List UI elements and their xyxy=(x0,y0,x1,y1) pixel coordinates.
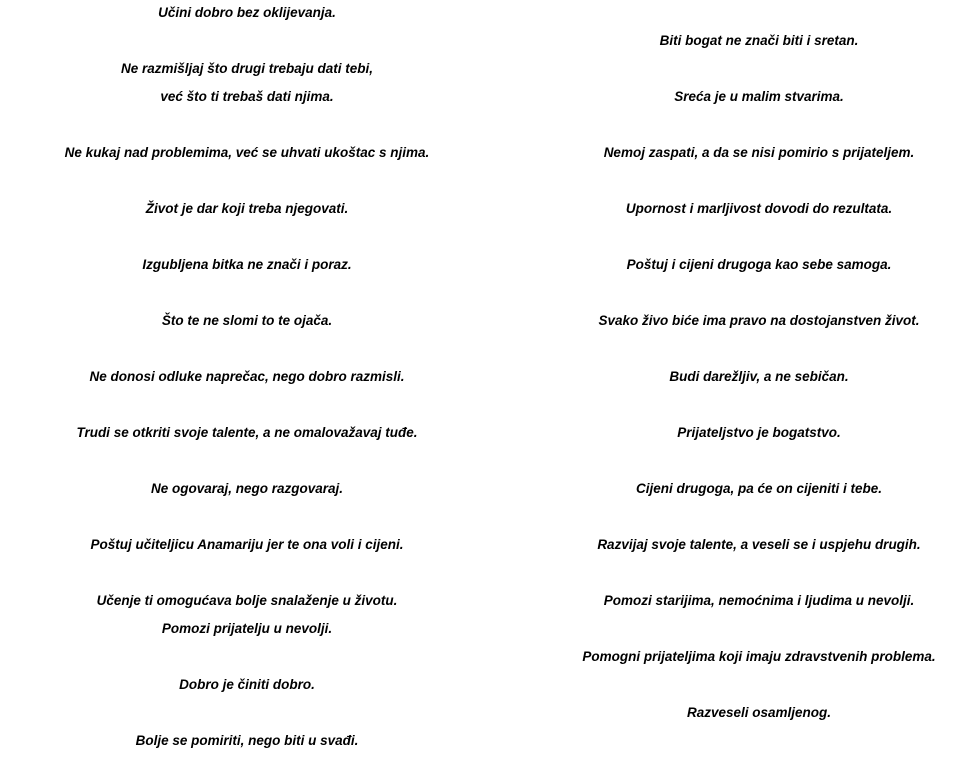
saying-line: Trudi se otkriti svoje talente, a ne omalovažavaj tuđe. xyxy=(76,425,418,440)
saying-line: Učini dobro bez oklijevanja. xyxy=(158,5,336,20)
saying-line: Budi darežljiv, a ne sebičan. xyxy=(669,369,849,384)
saying-line: Cijeni drugoga, pa će on cijeniti i tebe. xyxy=(635,481,883,496)
saying-line: Učenje ti omogućava bolje snalaženje u životu. xyxy=(96,593,398,608)
saying-line: Sreća je u malim stvarima. xyxy=(674,89,844,104)
saying-line: Upornost i marljivost dovodi do rezultata. xyxy=(625,201,893,216)
saying-line: Razvijaj svoje talente, a veseli se i uspjehu drugih. xyxy=(597,537,921,552)
saying-line: Bolje se pomiriti, nego biti u svađi. xyxy=(135,733,359,748)
saying-line: Život je dar koji treba njegovati. xyxy=(145,201,349,216)
saying-line: Pomogni prijateljima koji imaju zdravstvenih problema. xyxy=(582,649,936,664)
saying-line: Biti bogat ne znači biti i sretan. xyxy=(659,33,859,48)
saying-line: Ne ogovaraj, nego razgovaraj. xyxy=(150,481,344,496)
saying-line: Nemoj zaspati, a da se nisi pomirio s prijateljem. xyxy=(603,145,915,160)
saying-line: Razveseli osamljenog. xyxy=(686,705,832,720)
saying-line: Svako živo biće ima pravo na dostojanstven život. xyxy=(598,313,920,328)
saying-line: Pomozi prijatelju u nevolji. xyxy=(161,621,333,636)
saying-line: Pomozi starijima, nemoćnima i ljudima u nevolji. xyxy=(603,593,915,608)
saying-line: Što te ne slomi to te ojača. xyxy=(161,313,333,328)
right-sayings-column xyxy=(520,0,960,757)
saying-line: Poštuj i cijeni drugoga kao sebe samoga. xyxy=(626,257,892,272)
saying-line: Izgubljena bitka ne znači i poraz. xyxy=(142,257,352,272)
saying-line: Ne razmišljaj što drugi trebaju dati tebi, xyxy=(120,61,374,76)
saying-line: Ne kukaj nad problemima, već se uhvati ukoštac s njima. xyxy=(64,145,430,160)
saying-line: već što ti trebaš dati njima. xyxy=(160,89,334,104)
saying-line: Dobro je činiti dobro. xyxy=(179,677,315,692)
saying-line: Poštuj učiteljicu Anamariju jer te ona voli i cijeni. xyxy=(90,537,404,552)
saying-line: Prijateljstvo je bogatstvo. xyxy=(677,425,841,440)
saying-line: Ne donosi odluke naprečac, nego dobro razmisli. xyxy=(89,369,405,384)
